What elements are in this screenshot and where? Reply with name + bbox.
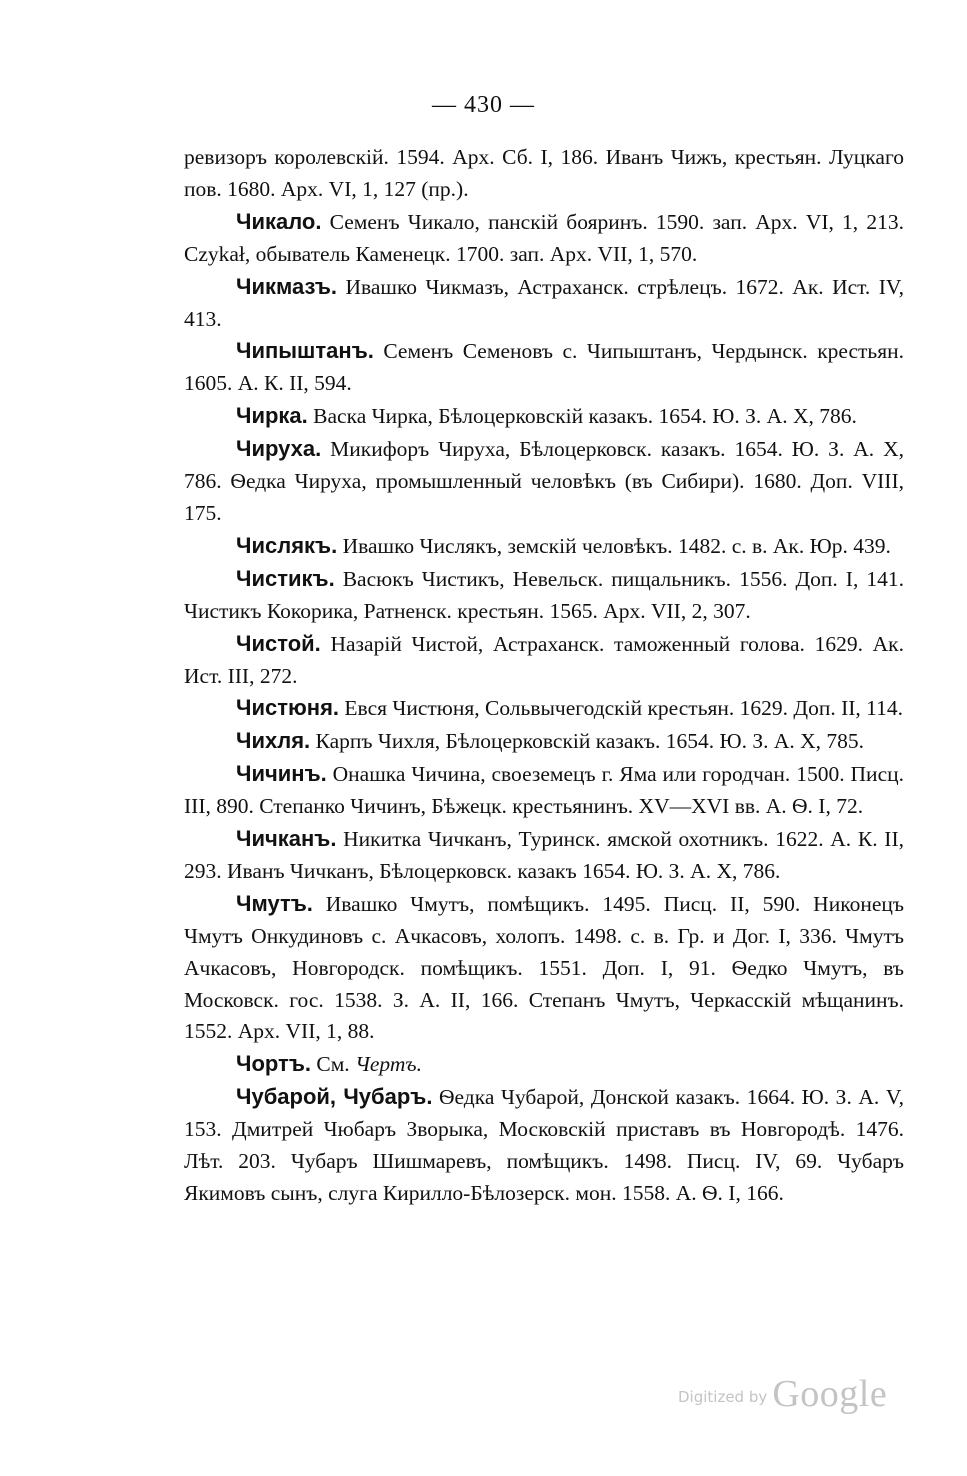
- entry: [184, 888, 904, 1049]
- page-number: — 430 —: [432, 92, 535, 118]
- headword: Числякъ.: [236, 532, 338, 558]
- entry: [184, 1048, 904, 1081]
- entry-text: Никитка Чичканъ, Туринск. ямской охотникъ. 1622. А. К. II, 293. Иванъ Чичканъ, Бѣлоцерковск. казакъ 1654. Ю. З. А. X, 786.: [184, 827, 904, 883]
- entry-text: Микифоръ Чируха, Бѣлоцерковск. казакъ. 1654. Ю. З. А. X, 786. Ѳедка Чируха, промышленный человѣкъ (въ Сибири). 1680. Доп. VIII, 175.: [184, 437, 904, 525]
- entry-text: Васюкъ Чистикъ, Невельск. пищальникъ. 1556. Доп. I, 141. Чистикъ Кокорика, Ратненск. крестьян. 1565. Арх. VII, 2, 307.: [184, 566, 904, 623]
- entry-text: Ивашко Чикмазъ, Астраханск. стрѣлецъ. 1672. Ак. Ист. IV, 413.: [184, 274, 904, 331]
- entry-text: См.: [310, 1052, 356, 1077]
- entry-text: Карпъ Чихля, Бѣлоцерковскій казакъ. 1654. Ю. З. А. X, 785.: [310, 729, 865, 754]
- dictionary-text: [184, 142, 904, 1210]
- entry: [184, 628, 904, 693]
- headword: Чортъ.: [236, 1051, 311, 1077]
- headword: Чмутъ.: [236, 890, 313, 916]
- entry-text: Семенъ Семеновъ с. Чипыштанъ, Чердынск. крестьян. 1605. А. К. II, 594.: [184, 339, 904, 396]
- entry: [184, 271, 904, 336]
- entry: [184, 335, 904, 400]
- headword: Чичинъ.: [236, 761, 327, 787]
- digitized-by-label: Digitized by: [678, 1388, 768, 1406]
- headword: Чипыштанъ.: [236, 338, 374, 364]
- headword: Чикмазъ.: [236, 273, 338, 299]
- digitized-watermark: [678, 1372, 887, 1416]
- entry: [184, 433, 904, 530]
- entry: [184, 758, 904, 823]
- headword: Чихля.: [236, 728, 311, 754]
- headword: Чикало.: [236, 208, 322, 234]
- entry-text: Онашка Чичина, своеземецъ г. Яма или городчан. 1500. Писц. III, 890. Степанко Чичинъ, Бѣжецк. крестьянинъ. XV—XVI вв. А. Ѳ. I, 72.: [184, 762, 904, 819]
- entry-text: Ѳедка Чубарой, Донской казакъ. 1664. Ю. З. А. V, 153. Дмитрей Чюбаръ Зворыка, Московскій приставъ въ Новгородѣ. 1476. Лѣт. 203. Чубаръ Шишмаревъ, помѣщикъ. 1498. Писц. IV, 69. Чубаръ Якимовъ сынъ, слуга Кирилло-Бѣлозерск. мон. 1558. А. Ѳ. I, 166.: [184, 1085, 904, 1205]
- entry-text: Евся Чистюня, Сольвычегодскій крестьян. 1629. Доп. II, 114.: [339, 696, 903, 721]
- entry: [184, 692, 904, 725]
- continuation-paragraph: ревизоръ королевскій. 1594. Арх. Сб. I, 186. Иванъ Чижъ, крестьян. Луцкаго пов. 1680. Арх. VI, 1, 127 (пр.).: [184, 145, 904, 201]
- entry: [184, 563, 904, 628]
- entry: [184, 400, 904, 433]
- google-logo: Google: [772, 1373, 888, 1415]
- headword: Чистой.: [236, 630, 321, 656]
- entry-text: Семенъ Чикало, панскій бояринъ. 1590. зап. Арх. VI, 1, 213. Czykał, обыватель Каменецк. 1700. зап. Арх. VII, 1, 570.: [184, 209, 904, 266]
- headword: Чируха.: [236, 436, 322, 462]
- headword: Чирка.: [236, 403, 308, 429]
- headword: Чистюня.: [236, 695, 340, 721]
- entry: [184, 725, 904, 758]
- headword: Чубарой, Чубаръ.: [236, 1084, 433, 1110]
- entry-text: Ивашко Чмутъ, помѣщикъ. 1495. Писц. II, 590. Никонецъ Чмутъ Онкудиновъ с. Ачкасовъ, холопъ. 1498. с. в. Гр. и Дог. I, 336. Чмутъ Ачкасовъ, Новгородск. помѣщикъ. 1551. Доп. I, 91. Ѳедко Чмутъ, въ Московск. гос. 1538. З. А. II, 166. Степанъ Чмутъ, Черкасскій мѣщанинъ. 1552. Арх. VII, 1, 88.: [184, 891, 904, 1044]
- entry: [184, 823, 904, 888]
- entry-text: Ивашко Числякъ, земскій человѣкъ. 1482. с. в. Ак. Юр. 439.: [337, 533, 891, 558]
- entry-text: Васка Чирка, Бѣлоцерковскій казакъ. 1654. Ю. З. А. X, 786.: [307, 404, 857, 429]
- entry-text: Назарій Чистой, Астраханск. таможенный голова. 1629. Ак. Ист. III, 272.: [184, 631, 904, 688]
- headword: Чичканъ.: [236, 826, 337, 852]
- entry: [184, 206, 904, 271]
- headword: Чистикъ.: [236, 565, 335, 591]
- cross-reference: Чертъ.: [355, 1052, 422, 1077]
- entry: [184, 1081, 904, 1210]
- entry: [184, 530, 904, 563]
